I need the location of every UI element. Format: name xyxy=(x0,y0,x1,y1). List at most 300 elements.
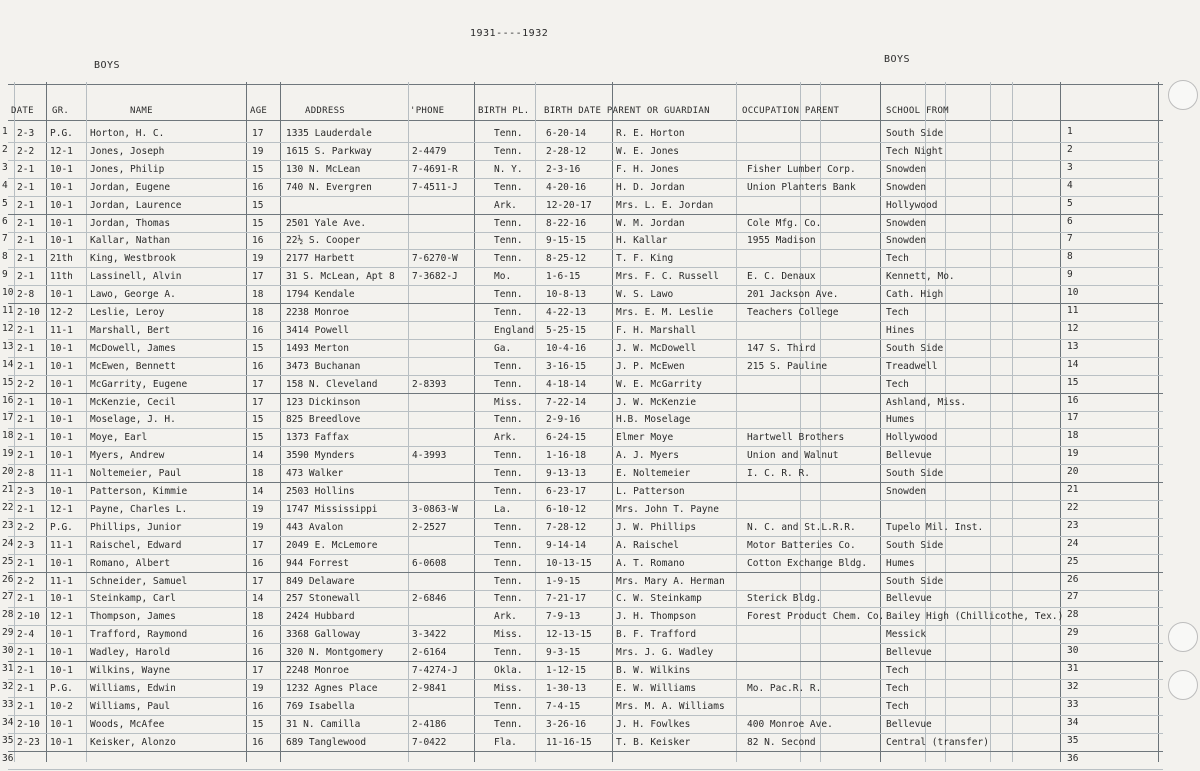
row-number-right: 10 xyxy=(1067,287,1079,298)
table-row xyxy=(0,429,1200,446)
age-cell: 16 xyxy=(252,325,264,336)
parent-cell: E. Noltemeier xyxy=(616,468,691,479)
name-cell: Jones, Philip xyxy=(90,164,165,175)
school-cell: South Side xyxy=(886,343,944,354)
row-number-right: 21 xyxy=(1067,484,1079,495)
row-number-left: 29 xyxy=(2,627,14,638)
date-cell: 2-1 xyxy=(17,235,35,246)
age-cell: 16 xyxy=(252,737,264,748)
row-number-left: 10 xyxy=(2,287,14,298)
phone-cell: 6-0608 xyxy=(412,558,447,569)
name-cell: Leslie, Leroy xyxy=(90,307,165,318)
parent-cell: Mrs. John T. Payne xyxy=(616,504,719,515)
row-number-left: 28 xyxy=(2,609,14,620)
age-cell: 18 xyxy=(252,289,264,300)
parent-cell: J. W. McKenzie xyxy=(616,397,697,408)
phone-cell: 2-4479 xyxy=(412,146,447,157)
date-cell: 2-2 xyxy=(17,576,35,587)
occupation-cell: Union Planters Bank xyxy=(747,182,856,193)
age-cell: 16 xyxy=(252,647,264,658)
date-cell: 2-1 xyxy=(17,397,35,408)
table-row xyxy=(0,125,1200,142)
date-cell: 2-1 xyxy=(17,701,35,712)
occupation-cell: Fisher Lumber Corp. xyxy=(747,164,856,175)
name-cell: Thompson, James xyxy=(90,611,176,622)
date-cell: 2-1 xyxy=(17,647,35,658)
age-cell: 17 xyxy=(252,379,264,390)
address-cell: 443 Avalon xyxy=(286,522,344,533)
row-number-right: 14 xyxy=(1067,359,1079,370)
address-cell: 1232 Agnes Place xyxy=(286,683,378,694)
birth-place-cell: Ark. xyxy=(494,200,517,211)
birth-place-cell: Tenn. xyxy=(494,450,523,461)
occupation-cell: Teachers College xyxy=(747,307,839,318)
date-cell: 2-23 xyxy=(17,737,40,748)
birth-place-cell: Tenn. xyxy=(494,235,523,246)
table-row xyxy=(0,197,1200,214)
occupation-cell: 215 S. Pauline xyxy=(747,361,828,372)
row-number-left: 17 xyxy=(2,412,14,423)
age-cell: 17 xyxy=(252,397,264,408)
name-cell: Moselage, J. H. xyxy=(90,414,176,425)
date-cell: 2-1 xyxy=(17,343,35,354)
grade-cell: 12-1 xyxy=(50,146,73,157)
age-cell: 19 xyxy=(252,253,264,264)
birth-date-cell: 9-15-15 xyxy=(546,235,587,246)
table-row xyxy=(0,465,1200,482)
grade-cell: 11-1 xyxy=(50,468,73,479)
age-cell: 14 xyxy=(252,593,264,604)
birth-place-cell: Tenn. xyxy=(494,522,523,533)
table-row xyxy=(0,268,1200,285)
row-number-right: 15 xyxy=(1067,377,1079,388)
row-number-right: 25 xyxy=(1067,556,1079,567)
row-number-right: 1 xyxy=(1067,126,1073,137)
age-cell: 14 xyxy=(252,486,264,497)
row-number-left: 34 xyxy=(2,717,14,728)
name-cell: Wilkins, Wayne xyxy=(90,665,171,676)
school-cell: South Side xyxy=(886,128,944,139)
row-number-right: 7 xyxy=(1067,233,1073,244)
row-number-left: 12 xyxy=(2,323,14,334)
birth-place-cell: Tenn. xyxy=(494,146,523,157)
age-cell: 18 xyxy=(252,307,264,318)
grade-cell: 10-1 xyxy=(50,235,73,246)
school-cell: Snowden xyxy=(886,235,927,246)
address-cell: 689 Tanglewood xyxy=(286,737,367,748)
address-cell: 769 Isabella xyxy=(286,701,355,712)
school-cell: Tech xyxy=(886,307,909,318)
name-cell: Schneider, Samuel xyxy=(90,576,188,587)
school-cell: Snowden xyxy=(886,182,927,193)
parent-cell: W. S. Lawo xyxy=(616,289,674,300)
birth-date-cell: 1-9-15 xyxy=(546,576,581,587)
grade-cell: 10-1 xyxy=(50,432,73,443)
birth-date-cell: 9-13-13 xyxy=(546,468,587,479)
row-number-left: 20 xyxy=(2,466,14,477)
school-cell: Tech xyxy=(886,253,909,264)
date-cell: 2-1 xyxy=(17,558,35,569)
age-cell: 15 xyxy=(252,343,264,354)
row-number-left: 23 xyxy=(2,520,14,531)
col-header-name: NAME xyxy=(130,106,153,116)
age-cell: 16 xyxy=(252,361,264,372)
birth-place-cell: Tenn. xyxy=(494,361,523,372)
birth-date-cell: 6-23-17 xyxy=(546,486,587,497)
school-cell: Snowden xyxy=(886,218,927,229)
address-cell: 1373 Faffax xyxy=(286,432,349,443)
phone-cell: 2-4186 xyxy=(412,719,447,730)
parent-cell: Mrs. E. M. Leslie xyxy=(616,307,714,318)
age-cell: 18 xyxy=(252,468,264,479)
table-row xyxy=(0,680,1200,697)
row-number-left: 36 xyxy=(2,753,14,764)
table-row xyxy=(0,161,1200,178)
birth-date-cell: 8-25-12 xyxy=(546,253,587,264)
parent-cell: Mrs. L. E. Jordan xyxy=(616,200,714,211)
name-cell: Jones, Joseph xyxy=(90,146,165,157)
parent-cell: A. Raischel xyxy=(616,540,679,551)
name-cell: Raischel, Edward xyxy=(90,540,182,551)
grade-cell: 10-1 xyxy=(50,343,73,354)
table-row xyxy=(0,519,1200,536)
birth-date-cell: 5-25-15 xyxy=(546,325,587,336)
table-row xyxy=(0,143,1200,160)
name-cell: McKenzie, Cecil xyxy=(90,397,176,408)
date-cell: 2-1 xyxy=(17,593,35,604)
parent-cell: J. H. Thompson xyxy=(616,611,697,622)
address-cell: 2501 Yale Ave. xyxy=(286,218,367,229)
birth-date-cell: 2-9-16 xyxy=(546,414,581,425)
address-cell: 22½ S. Cooper xyxy=(286,235,361,246)
address-cell: 123 Dickinson xyxy=(286,397,361,408)
birth-place-cell: N. Y. xyxy=(494,164,523,175)
grade-cell: 10-1 xyxy=(50,397,73,408)
birth-place-cell: Okla. xyxy=(494,665,523,676)
table-row xyxy=(0,573,1200,590)
row-number-left: 8 xyxy=(2,251,8,262)
school-cell: Humes xyxy=(886,558,915,569)
date-cell: 2-2 xyxy=(17,379,35,390)
row-rule xyxy=(8,769,1163,770)
birth-date-cell: 2-3-16 xyxy=(546,164,581,175)
address-cell: 2424 Hubbard xyxy=(286,611,355,622)
row-number-left: 7 xyxy=(2,233,8,244)
parent-cell: Mrs. J. G. Wadley xyxy=(616,647,714,658)
grade-cell: 12-1 xyxy=(50,611,73,622)
row-number-left: 21 xyxy=(2,484,14,495)
occupation-cell: Forest Product Chem. Co. xyxy=(747,611,885,622)
address-cell: 1794 Kendale xyxy=(286,289,355,300)
birth-place-cell: Tenn. xyxy=(494,307,523,318)
row-number-left: 5 xyxy=(2,198,8,209)
birth-place-cell: Tenn. xyxy=(494,540,523,551)
name-cell: Payne, Charles L. xyxy=(90,504,188,515)
parent-cell: F. H. Marshall xyxy=(616,325,697,336)
phone-cell: 7-4274-J xyxy=(412,665,458,676)
birth-place-cell: Ark. xyxy=(494,432,517,443)
age-cell: 17 xyxy=(252,128,264,139)
phone-cell: 7-0422 xyxy=(412,737,447,748)
grade-cell: 11-1 xyxy=(50,540,73,551)
row-number-left: 4 xyxy=(2,180,8,191)
parent-cell: B. F. Trafford xyxy=(616,629,697,640)
row-number-left: 14 xyxy=(2,359,14,370)
date-cell: 2-1 xyxy=(17,432,35,443)
parent-cell: J. H. Fowlkes xyxy=(616,719,691,730)
row-number-left: 3 xyxy=(2,162,8,173)
occupation-cell: 1955 Madison xyxy=(747,235,816,246)
table-row xyxy=(0,340,1200,357)
school-cell: Bellevue xyxy=(886,450,932,461)
age-cell: 16 xyxy=(252,701,264,712)
grade-cell: 10-1 xyxy=(50,164,73,175)
birth-date-cell: 9-3-15 xyxy=(546,647,581,658)
birth-date-cell: 4-18-14 xyxy=(546,379,587,390)
address-cell: 1335 Lauderdale xyxy=(286,128,372,139)
row-number-left: 15 xyxy=(2,377,14,388)
col-header-school: SCHOOL FROM xyxy=(886,106,949,116)
school-cell: Kennett, Mo. xyxy=(886,271,955,282)
phone-cell: 2-2527 xyxy=(412,522,447,533)
school-cell: South Side xyxy=(886,576,944,587)
table-row xyxy=(0,322,1200,339)
address-cell: 3368 Galloway xyxy=(286,629,361,640)
address-cell: 1615 S. Parkway xyxy=(286,146,372,157)
age-cell: 15 xyxy=(252,164,264,175)
school-cell: Hollywood xyxy=(886,200,938,211)
address-cell: 130 N. McLean xyxy=(286,164,361,175)
parent-cell: C. W. Steinkamp xyxy=(616,593,702,604)
row-number-right: 9 xyxy=(1067,269,1073,280)
name-cell: McDowell, James xyxy=(90,343,176,354)
phone-cell: 3-3422 xyxy=(412,629,447,640)
birth-date-cell: 7-28-12 xyxy=(546,522,587,533)
address-cell: 1493 Merton xyxy=(286,343,349,354)
school-cell: Bellevue xyxy=(886,719,932,730)
birth-date-cell: 6-20-14 xyxy=(546,128,587,139)
name-cell: Myers, Andrew xyxy=(90,450,165,461)
row-number-right: 20 xyxy=(1067,466,1079,477)
address-cell: 158 N. Cleveland xyxy=(286,379,378,390)
name-cell: Steinkamp, Carl xyxy=(90,593,176,604)
row-number-left: 1 xyxy=(2,126,8,137)
parent-cell: Elmer Moye xyxy=(616,432,674,443)
birth-date-cell: 10-13-15 xyxy=(546,558,592,569)
date-cell: 2-3 xyxy=(17,540,35,551)
address-cell: 1747 Mississippi xyxy=(286,504,378,515)
address-cell: 320 N. Montgomery xyxy=(286,647,384,658)
name-cell: Wadley, Harold xyxy=(90,647,171,658)
birth-place-cell: Tenn. xyxy=(494,719,523,730)
school-cell: Tech xyxy=(886,683,909,694)
address-cell: 31 S. McLean, Apt 8 xyxy=(286,271,395,282)
address-cell: 3473 Buchanan xyxy=(286,361,361,372)
col-header-date: DATE xyxy=(11,106,34,116)
occupation-cell: 147 S. Third xyxy=(747,343,816,354)
row-number-right: 27 xyxy=(1067,591,1079,602)
boys-label-right: BOYS xyxy=(884,54,911,65)
birth-date-cell: 1-6-15 xyxy=(546,271,581,282)
school-cell: Tech xyxy=(886,379,909,390)
address-cell: 825 Breedlove xyxy=(286,414,361,425)
table-row xyxy=(0,734,1200,751)
row-number-left: 35 xyxy=(2,735,14,746)
birth-date-cell: 1-16-18 xyxy=(546,450,587,461)
table-row xyxy=(0,286,1200,303)
birth-place-cell: Tenn. xyxy=(494,182,523,193)
birth-date-cell: 7-4-15 xyxy=(546,701,581,712)
date-cell: 2-1 xyxy=(17,218,35,229)
grade-cell: 10-2 xyxy=(50,701,73,712)
birth-date-cell: 7-9-13 xyxy=(546,611,581,622)
occupation-cell: Mo. Pac.R. R. xyxy=(747,683,822,694)
parent-cell: J. W. Phillips xyxy=(616,522,697,533)
date-cell: 2-1 xyxy=(17,414,35,425)
parent-cell: R. E. Horton xyxy=(616,128,685,139)
name-cell: Noltemeier, Paul xyxy=(90,468,182,479)
phone-cell: 7-6270-W xyxy=(412,253,458,264)
school-cell: South Side xyxy=(886,540,944,551)
birth-place-cell: Tenn. xyxy=(494,593,523,604)
date-cell: 2-1 xyxy=(17,504,35,515)
parent-cell: A. J. Myers xyxy=(616,450,679,461)
col-header-age: AGE xyxy=(250,106,268,116)
parent-cell: J. W. McDowell xyxy=(616,343,697,354)
birth-date-cell: 12-20-17 xyxy=(546,200,592,211)
table-row xyxy=(0,304,1200,321)
table-row xyxy=(0,215,1200,232)
birth-date-cell: 1-12-15 xyxy=(546,665,587,676)
name-cell: Jordan, Eugene xyxy=(90,182,171,193)
col-header-grade: GR. xyxy=(52,106,70,116)
birth-place-cell: Tenn. xyxy=(494,701,523,712)
col-header-address: ADDRESS xyxy=(305,106,346,116)
parent-cell: H. D. Jordan xyxy=(616,182,685,193)
phone-cell: 2-6846 xyxy=(412,593,447,604)
birth-place-cell: La. xyxy=(494,504,512,515)
grade-cell: 10-1 xyxy=(50,379,73,390)
birth-place-cell: Ga. xyxy=(494,343,512,354)
name-cell: Kallar, Nathan xyxy=(90,235,171,246)
row-number-right: 17 xyxy=(1067,412,1079,423)
date-cell: 2-10 xyxy=(17,307,40,318)
row-number-left: 32 xyxy=(2,681,14,692)
parent-cell: W. E. McGarrity xyxy=(616,379,702,390)
age-cell: 16 xyxy=(252,629,264,640)
phone-cell: 7-3682-J xyxy=(412,271,458,282)
birth-place-cell: Tenn. xyxy=(494,218,523,229)
table-row xyxy=(0,394,1200,411)
birth-place-cell: Fla. xyxy=(494,737,517,748)
grade-cell: P.G. xyxy=(50,683,73,694)
birth-date-cell: 10-4-16 xyxy=(546,343,587,354)
age-cell: 17 xyxy=(252,271,264,282)
date-cell: 2-1 xyxy=(17,325,35,336)
row-number-right: 6 xyxy=(1067,216,1073,227)
row-number-left: 11 xyxy=(2,305,14,316)
occupation-cell: Hartwell Brothers xyxy=(747,432,845,443)
age-cell: 15 xyxy=(252,719,264,730)
grade-cell: 11th xyxy=(50,271,73,282)
school-cell: Snowden xyxy=(886,164,927,175)
table-row xyxy=(0,447,1200,464)
grade-cell: 10-1 xyxy=(50,486,73,497)
name-cell: King, Westbrook xyxy=(90,253,176,264)
school-cell: Tupelo Mil. Inst. xyxy=(886,522,984,533)
occupation-cell: Sterick Bldg. xyxy=(747,593,822,604)
grade-cell: 10-1 xyxy=(50,737,73,748)
row-number-left: 31 xyxy=(2,663,14,674)
date-cell: 2-1 xyxy=(17,665,35,676)
birth-date-cell: 4-22-13 xyxy=(546,307,587,318)
row-number-right: 31 xyxy=(1067,663,1079,674)
table-row xyxy=(0,555,1200,572)
table-row xyxy=(0,752,1200,769)
date-cell: 2-2 xyxy=(17,146,35,157)
address-cell: 740 N. Evergren xyxy=(286,182,372,193)
name-cell: Moye, Earl xyxy=(90,432,148,443)
table-row xyxy=(0,716,1200,733)
date-cell: 2-1 xyxy=(17,253,35,264)
table-row xyxy=(0,376,1200,393)
name-cell: Romano, Albert xyxy=(90,558,171,569)
age-cell: 15 xyxy=(252,432,264,443)
occupation-cell: 400 Monroe Ave. xyxy=(747,719,833,730)
table-row xyxy=(0,537,1200,554)
parent-cell: T. F. King xyxy=(616,253,674,264)
occupation-cell: Motor Batteries Co. xyxy=(747,540,856,551)
birth-place-cell: Miss. xyxy=(494,683,523,694)
row-number-right: 22 xyxy=(1067,502,1079,513)
grade-cell: 10-1 xyxy=(50,361,73,372)
age-cell: 17 xyxy=(252,665,264,676)
grade-cell: 10-1 xyxy=(50,665,73,676)
occupation-cell: E. C. Denaux xyxy=(747,271,816,282)
occupation-cell: 201 Jackson Ave. xyxy=(747,289,839,300)
row-number-right: 4 xyxy=(1067,180,1073,191)
name-cell: Keisker, Alonzo xyxy=(90,737,176,748)
parent-cell: W. M. Jordan xyxy=(616,218,685,229)
age-cell: 15 xyxy=(252,218,264,229)
occupation-cell: Cotton Exchange Bldg. xyxy=(747,558,868,569)
birth-place-cell: Tenn. xyxy=(494,128,523,139)
parent-cell: Mrs. Mary A. Herman xyxy=(616,576,725,587)
birth-date-cell: 4-20-16 xyxy=(546,182,587,193)
row-number-left: 25 xyxy=(2,556,14,567)
grade-cell: 10-1 xyxy=(50,182,73,193)
parent-cell: B. W. Wilkins xyxy=(616,665,691,676)
age-cell: 19 xyxy=(252,146,264,157)
birth-place-cell: Tenn. xyxy=(494,647,523,658)
date-cell: 2-2 xyxy=(17,522,35,533)
address-cell: 3590 Mynders xyxy=(286,450,355,461)
age-cell: 14 xyxy=(252,450,264,461)
table-row xyxy=(0,232,1200,249)
row-number-right: 5 xyxy=(1067,198,1073,209)
row-number-right: 11 xyxy=(1067,305,1079,316)
school-cell: Tech xyxy=(886,701,909,712)
row-number-left: 24 xyxy=(2,538,14,549)
row-number-left: 9 xyxy=(2,269,8,280)
school-cell: Ashland, Miss. xyxy=(886,397,967,408)
grade-cell: P.G. xyxy=(50,128,73,139)
birth-place-cell: Tenn. xyxy=(494,576,523,587)
school-cell: Treadwell xyxy=(886,361,938,372)
row-number-left: 13 xyxy=(2,341,14,352)
address-cell: 2177 Harbett xyxy=(286,253,355,264)
row-number-left: 2 xyxy=(2,144,8,155)
